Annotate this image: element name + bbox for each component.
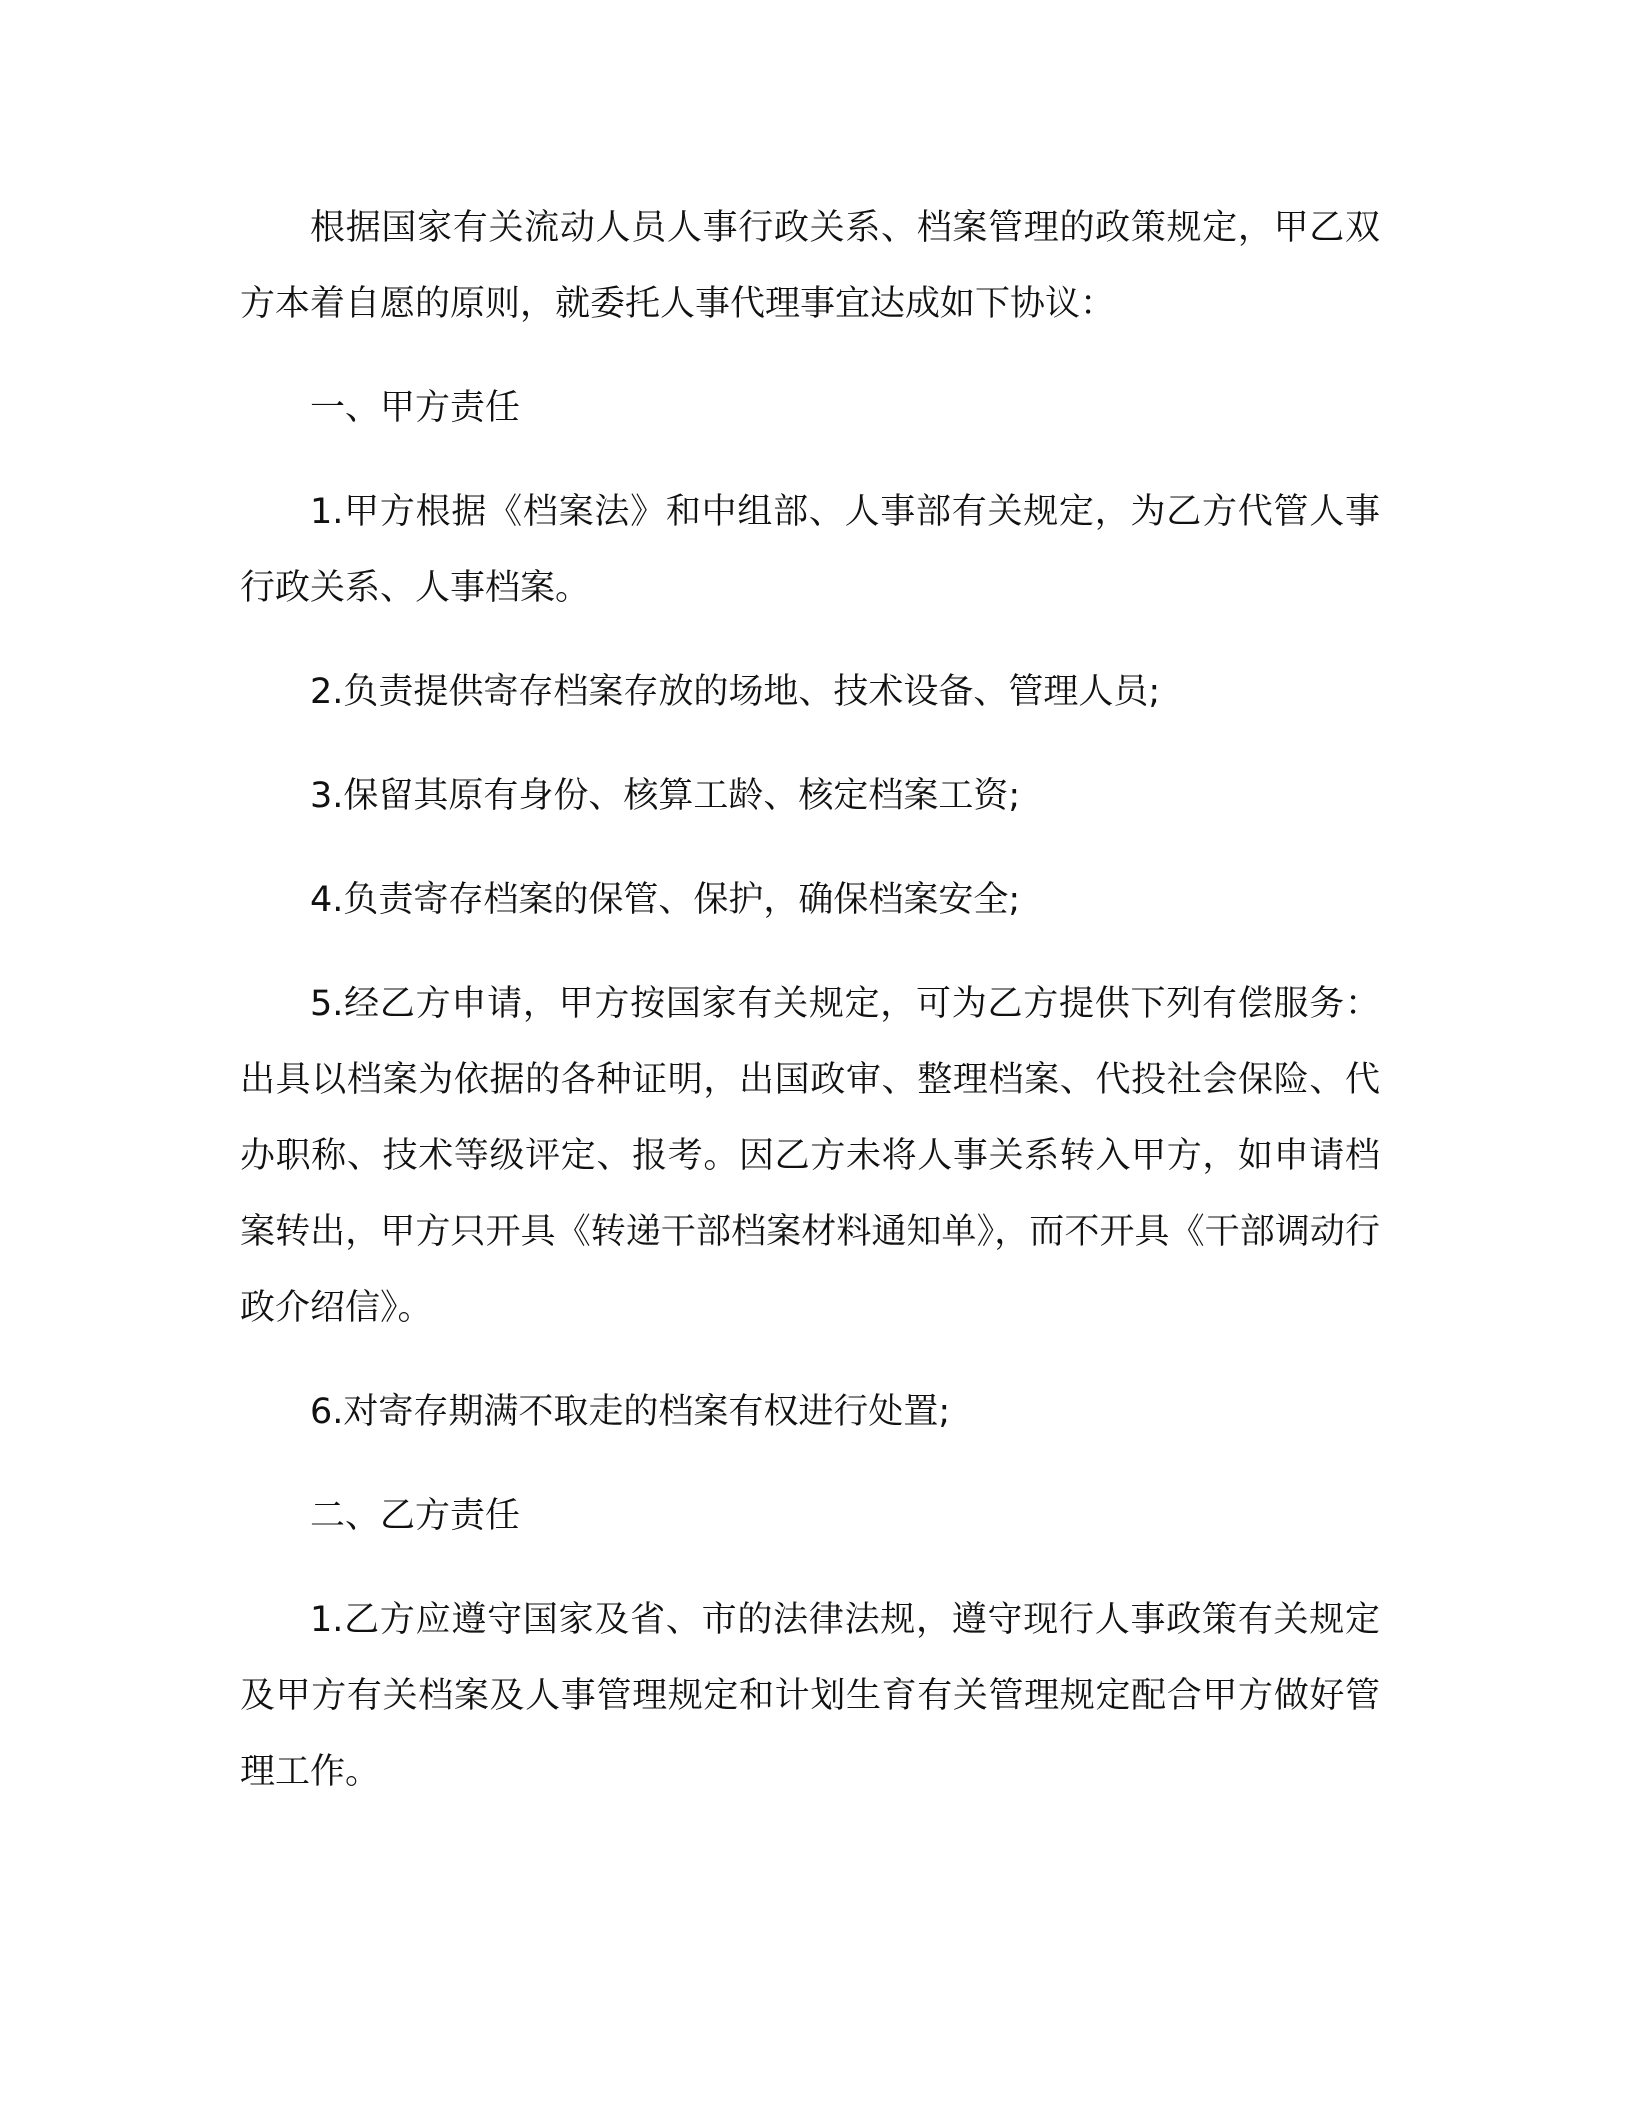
intro-paragraph: 根据国家有关流动人员人事行政关系、档案管理的政策规定，甲乙双方本着自愿的原则，就委托人事代理事宜达成如下协议： bbox=[240, 208, 1380, 324]
section-1-heading: 一、甲方责任 bbox=[310, 388, 521, 428]
section-2-heading: 二、乙方责任 bbox=[310, 1496, 521, 1536]
document-body bbox=[240, 190, 1380, 1838]
party-a-item-4: 4.负责寄存档案的保管、保护，确保档案安全; bbox=[310, 880, 1021, 920]
party-b-item-1: 1.乙方应遵守国家及省、市的法律法规，遵守现行人事政策有关规定及甲方有关档案及人事管理规定和计划生育有关管理规定配合甲方做好管理工作。 bbox=[240, 1600, 1380, 1792]
party-a-item-3: 3.保留其原有身份、核算工龄、核定档案工资; bbox=[310, 776, 1021, 816]
party-a-item-1: 1.甲方根据《档案法》和中组部、人事部有关规定，为乙方代管人事行政关系、人事档案。 bbox=[240, 492, 1380, 608]
party-a-item-5: 5.经乙方申请，甲方按国家有关规定，可为乙方提供下列有偿服务：出具以档案为依据的各种证明，出国政审、整理档案、代投社会保险、代办职称、技术等级评定、报考。因乙方未将人事关系转入甲方，如申请档案转出，甲方只开具《转递干部档案材料通知单》，而不开具《干部调动行政介绍信》。 bbox=[240, 984, 1380, 1328]
party-a-item-6: 6.对寄存期满不取走的档案有权进行处置; bbox=[310, 1392, 951, 1432]
party-a-item-2: 2.负责提供寄存档案存放的场地、技术设备、管理人员; bbox=[310, 672, 1161, 712]
